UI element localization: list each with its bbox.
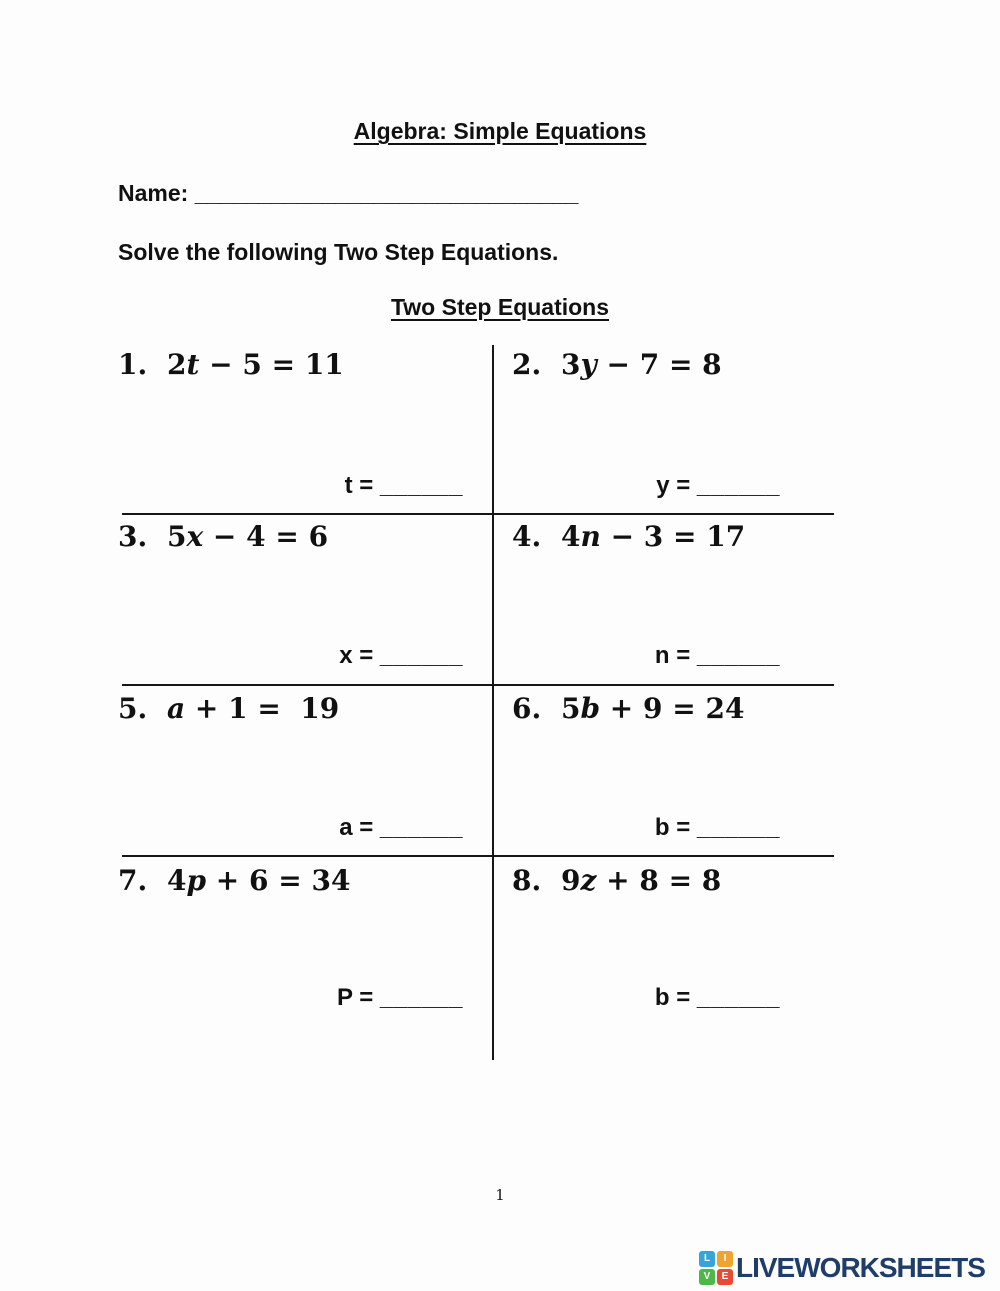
logo-square-l: L <box>699 1251 715 1267</box>
instructions-text: Solve the following Two Step Equations. <box>118 239 559 265</box>
answer-blank-field[interactable]: ______ <box>696 472 780 499</box>
problem-cell-1 <box>118 348 493 500</box>
equation-coefficient: 4 <box>167 864 187 897</box>
row-divider-line-3 <box>122 855 834 857</box>
answer-row <box>656 472 780 500</box>
answer-label: a = <box>339 814 380 841</box>
section-title: Two Step Equations <box>390 294 610 320</box>
problem-equation <box>118 348 493 382</box>
equation-rest: + 6 = 34 <box>206 864 351 897</box>
problem-equation <box>118 692 493 726</box>
problem-equation <box>118 864 493 898</box>
logo-square-e: E <box>717 1269 733 1285</box>
problem-cell-5 <box>118 692 493 842</box>
equation-coefficient: 4 <box>561 520 581 553</box>
equation-variable: p <box>186 864 207 897</box>
answer-blank-field[interactable]: ______ <box>696 984 780 1011</box>
equation-variable: z <box>580 864 597 897</box>
equation-rest: − 5 = 11 <box>199 348 344 381</box>
problem-cell-6 <box>512 692 842 842</box>
problem-number: 1. <box>118 348 148 381</box>
equation-coefficient: 9 <box>561 864 581 897</box>
answer-row <box>655 814 780 842</box>
equation-rest: − 3 = 17 <box>600 520 746 553</box>
equation-variable: n <box>580 520 601 553</box>
problem-cell-2 <box>512 348 842 500</box>
problem-cell-4 <box>512 520 842 670</box>
answer-label: P = <box>336 984 380 1011</box>
liveworksheets-logo[interactable] <box>699 1251 985 1285</box>
problem-equation <box>512 348 842 382</box>
name-blank-field[interactable]: ______________________________ <box>194 180 579 206</box>
answer-blank-field[interactable]: ______ <box>696 814 780 841</box>
equation-variable: x <box>186 520 204 553</box>
equation-coefficient: 3 <box>561 348 581 381</box>
problem-number: 4. <box>512 520 542 553</box>
equation-variable: b <box>580 692 601 725</box>
equation-variable: y <box>580 348 597 381</box>
answer-row <box>337 984 463 1012</box>
answer-label: b = <box>654 984 697 1011</box>
problem-equation <box>118 520 493 554</box>
problem-number: 8. <box>512 864 542 897</box>
answer-row <box>339 814 463 842</box>
answer-label: y = <box>656 472 697 499</box>
row-divider-line-2 <box>122 684 834 686</box>
answer-blank-field[interactable]: ______ <box>379 472 463 499</box>
answer-row <box>655 984 780 1012</box>
equation-coefficient: 5 <box>167 520 187 553</box>
equation-rest: − 7 = 8 <box>596 348 722 381</box>
page-number: 1 <box>495 1186 505 1204</box>
problem-number: 7. <box>118 864 148 897</box>
answer-blank-field[interactable]: ______ <box>696 642 780 669</box>
row-divider-line-1 <box>122 513 834 515</box>
equation-variable: a <box>167 692 186 725</box>
equation-rest: + 9 = 24 <box>600 692 745 725</box>
equation-rest: + 8 = 8 <box>596 864 722 897</box>
answer-label: b = <box>654 814 697 841</box>
brand-name: LIVEWORKSHEETS <box>736 1252 985 1283</box>
problem-number: 3. <box>118 520 148 553</box>
answer-row <box>339 642 463 670</box>
worksheet-title: Algebra: Simple Equations <box>353 118 647 144</box>
problem-cell-3 <box>118 520 493 670</box>
equation-variable: t <box>186 348 200 381</box>
name-label: Name: <box>118 180 189 206</box>
answer-blank-field[interactable]: ______ <box>379 642 463 669</box>
logo-square-i: I <box>717 1251 733 1267</box>
name-row <box>118 180 578 207</box>
equation-coefficient: 5 <box>561 692 581 725</box>
problem-equation <box>512 864 842 898</box>
answer-label: t = <box>344 472 380 499</box>
answer-row <box>345 472 463 500</box>
problem-number: 6. <box>512 692 542 725</box>
problem-equation <box>512 692 842 726</box>
problem-equation <box>512 520 842 554</box>
answer-label: x = <box>339 642 380 669</box>
answer-blank-field[interactable]: ______ <box>379 984 463 1011</box>
problem-number: 5. <box>118 692 148 725</box>
logo-square-v: V <box>699 1269 715 1285</box>
answer-blank-field[interactable]: ______ <box>379 814 463 841</box>
answer-label: n = <box>654 642 697 669</box>
problem-cell-7 <box>118 864 493 1012</box>
liveworksheets-grid-icon <box>699 1251 733 1285</box>
answer-row <box>655 642 780 670</box>
equation-rest: − 4 = 6 <box>203 520 329 553</box>
equation-coefficient: 2 <box>167 348 187 381</box>
problem-cell-8 <box>512 864 842 1012</box>
equation-rest: + 1 = 19 <box>185 692 340 725</box>
problem-number: 2. <box>512 348 542 381</box>
